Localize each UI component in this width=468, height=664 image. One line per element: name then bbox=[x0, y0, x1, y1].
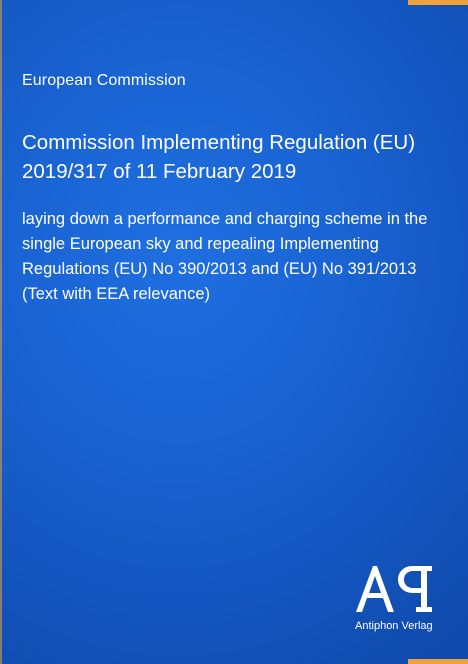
subtitle-line-4: (Text with EEA relevance) bbox=[22, 285, 210, 303]
title-line-2: 2019/317 of 11 February 2019 bbox=[22, 160, 297, 183]
bottom-accent-bar bbox=[408, 659, 468, 664]
book-subtitle bbox=[22, 207, 452, 307]
left-edge-stripe bbox=[0, 0, 2, 664]
publisher-name: Antiphon Verlag bbox=[355, 620, 433, 632]
subtitle-line-2: single European sky and repealing Implementing bbox=[22, 235, 379, 253]
author-name: European Commission bbox=[22, 72, 186, 89]
book-title bbox=[22, 128, 452, 186]
top-accent-bar bbox=[408, 0, 468, 5]
antiphon-ap-logo-icon bbox=[354, 560, 434, 616]
title-line-1: Commission Implementing Regulation (EU) bbox=[22, 131, 416, 154]
subtitle-line-3: Regulations (EU) No 390/2013 and (EU) No 391/2013 bbox=[22, 260, 417, 278]
subtitle-line-1: laying down a performance and charging scheme in the bbox=[22, 210, 428, 228]
